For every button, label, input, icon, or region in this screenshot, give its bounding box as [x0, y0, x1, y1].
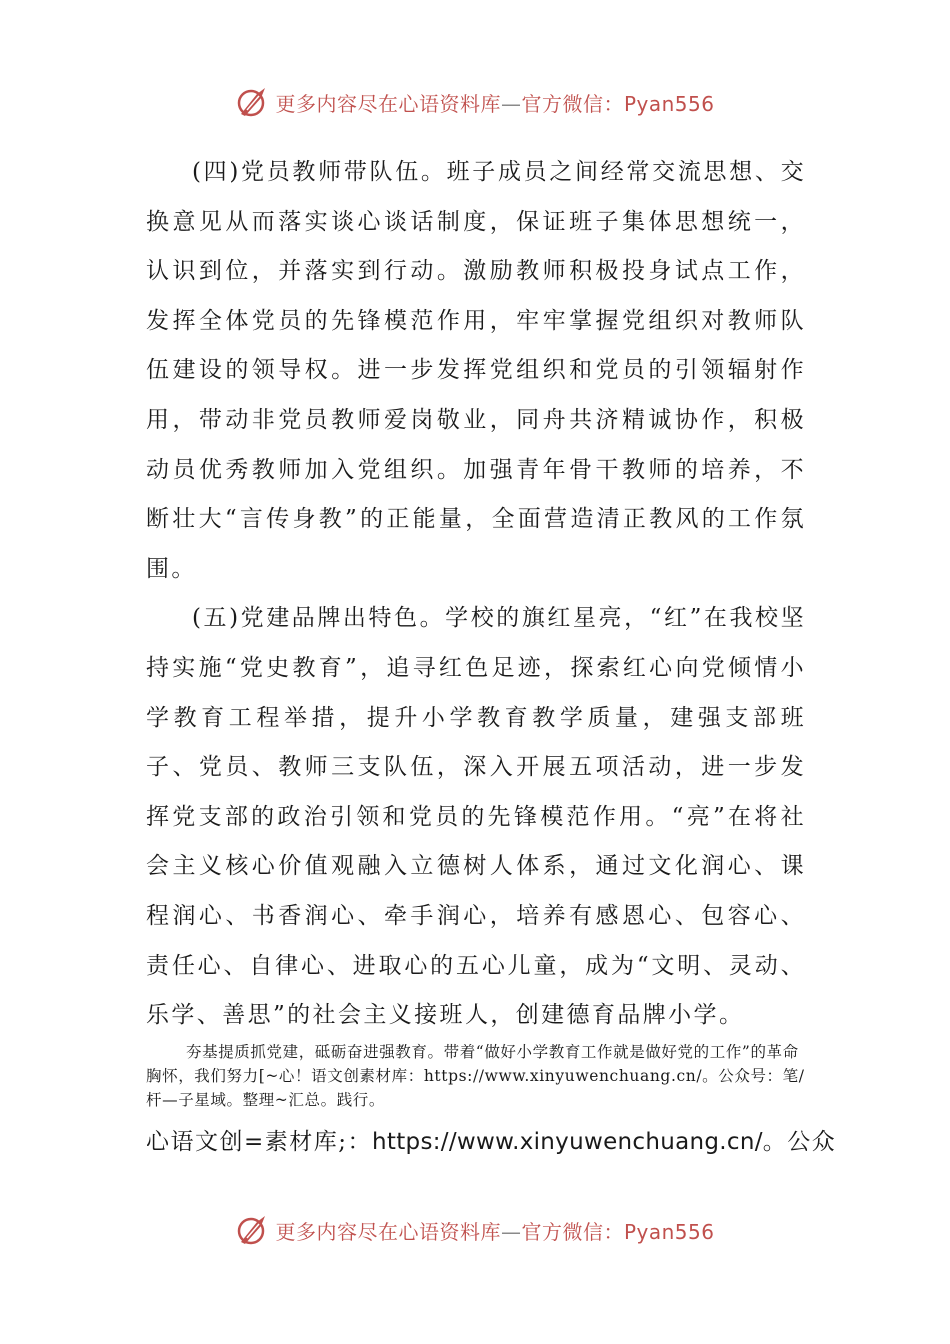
header-banner-text	[275, 88, 714, 117]
pen-nib-logo-icon	[235, 1212, 271, 1248]
header-banner-title: 更多内容尽在心语资料库	[275, 91, 501, 116]
footer-banner-wechat: 官方微信：Pyan556	[521, 1219, 715, 1244]
paragraph-party-teachers: (四)党员教师带队伍。班子成员之间经常交流思想、交换意见从而落实谈心谈话制度，保证班子集体思想统一，认识到位，并落实到行动。激励教师积极投身试点工作，发挥全体党员的先锋模范作用，牢牢掌握党组织对教师队伍建设的领导权。进一步发挥党组织和党员的引领辐射作用，带动非党员教师爱岗敬业，同舟共济精诚协作，积极动员优秀教师加入党组织。加强青年骨干教师的培养，不断壮大“言传身教”的正能量，全面营造清正教风的工作氛围。	[146, 159, 806, 582]
last-line-url: https://www.xinyuwenchuang.cn/	[372, 1129, 763, 1155]
last-line	[146, 1122, 846, 1162]
document-body	[146, 148, 806, 1041]
footer-banner-title: 更多内容尽在心语资料库	[275, 1219, 501, 1244]
last-line-suffix: 。公众	[762, 1129, 837, 1155]
footer-banner	[0, 1210, 950, 1250]
header-banner-wechat: 官方微信：Pyan556	[521, 91, 715, 116]
pen-nib-logo-icon	[235, 84, 271, 120]
small-note: 夯基提质抓党建，砥砺奋进强教育。带着“做好小学教育工作就是做好党的工作”的革命胸怀，我们努力[~心！语文创素材库：https://www.xinyuwenchuang.cn/。公众号：笔/杆—子星域。整理~汇总。践行。	[146, 1043, 805, 1109]
header-banner	[0, 82, 950, 122]
footer-banner-text	[275, 1216, 714, 1245]
paragraph-party-brand: (五)党建品牌出特色。学校的旗红星亮，“红”在我校坚持实施“党史教育”，追寻红色足迹，探索红心向党倾情小学教育工程举措，提升小学教育教学质量，建强支部班子、党员、教师三支队伍，深入开展五项活动，进一步发挥党支部的政治引领和党员的先锋模范作用。“亮”在将社会主义核心价值观融入立德树人体系，通过文化润心、课程润心、书香润心、牵手润心，培养有感恩心、包容心、责任心、自律心、进取心的五心儿童，成为“文明、灵动、乐学、善思”的社会主义接班人，创建德育品牌小学。	[146, 605, 806, 1029]
footer-banner-separator: —	[500, 1219, 522, 1244]
last-line-prefix: 心语文创=素材库;：	[146, 1129, 373, 1155]
header-banner-separator: —	[500, 91, 522, 116]
